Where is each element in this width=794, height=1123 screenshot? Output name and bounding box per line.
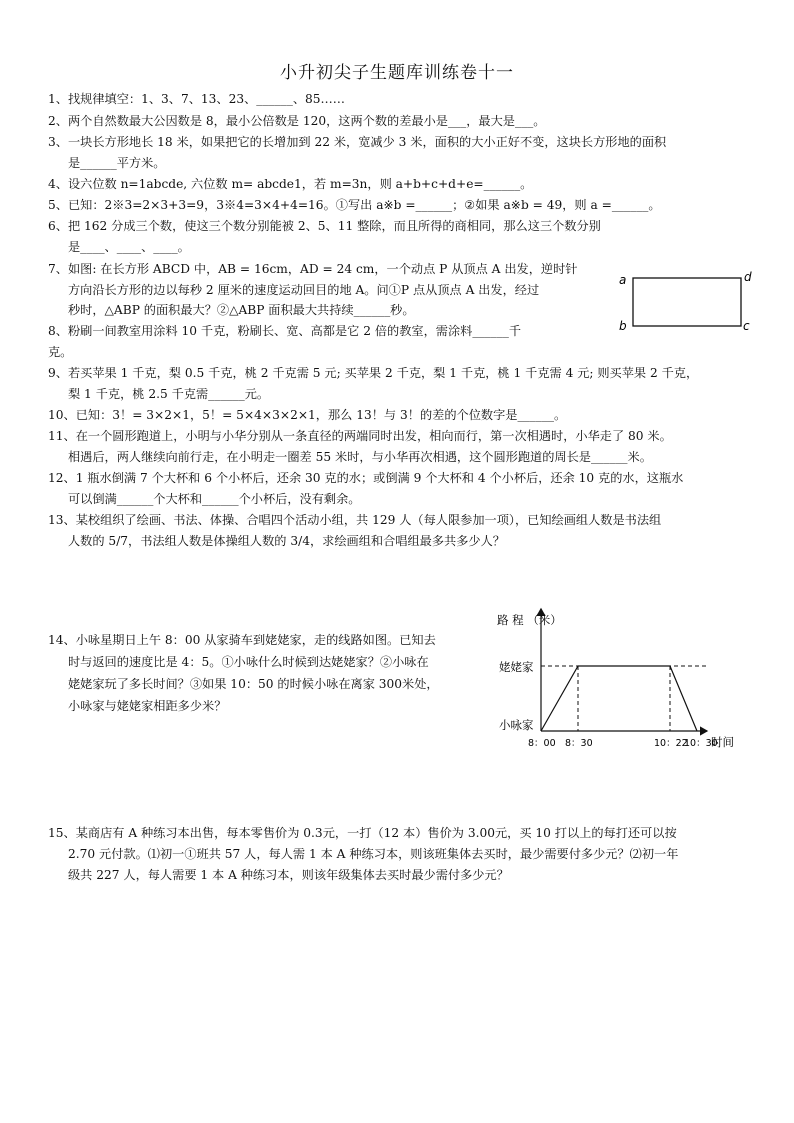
x-tick-label: 8：00 — [528, 738, 556, 749]
question-9-line-2: 梨 1 千克，桃 2.5 千克需______元。 — [68, 387, 270, 401]
question-4: 4、设六位数 n=1abcde, 六位数 m= abcde1，若 m=3n，则 a+b+c+d+e=______。 — [48, 177, 533, 191]
question-11-line-2: 相遇后，两人继续向前行走，在小明走一圈差 55 米时，与小华再次相遇，这个圆形跑道的周长是______米。 — [68, 450, 652, 464]
question-14: 14、小咏星期日上午 8：00 从家骑车到姥姥家，走的线路如图。已知去 — [48, 633, 436, 647]
question-13: 13、某校组织了绘画、书法、体操、合唱四个活动小组，共 129 人（每人限参加一项），已知绘画组人数是书法组 — [48, 513, 662, 527]
rectangle-abcd — [633, 278, 741, 326]
question-2: 2、两个自然数最大公因数是 8，最小公倍数是 120，这两个数的差最小是___，最大是___。 — [48, 114, 546, 128]
question-15-line-2: 2.70 元付款。⑴初一①班共 57 人，每人需 1 本 A 种练习本，则该班集体去买时，最少需要付多少元？⑵初一年 — [68, 847, 679, 861]
question-9: 9、若买苹果 1 千克，梨 0.5 千克，桃 2 千克需 5 元; 买苹果 2 千克，梨 1 千克，桃 1 千克需 4 元; 则买苹果 2 千克， — [48, 366, 699, 380]
question-8: 8、粉刷一间教室用涂料 10 千克，粉刷长、宽、高都是它 2 倍的教室，需涂料______千 — [48, 324, 522, 338]
question-3-line-2: 是______平方米。 — [68, 156, 166, 170]
x-tick-labels — [528, 738, 718, 749]
x-tick-label: 8：30 — [565, 738, 593, 749]
question-12: 12、1 瓶水倒满 7 个大杯和 6 个小杯后，还余 30 克的水；或倒满 9 个大杯和 4 个小杯后，还余 10 克的水，这瓶水 — [48, 471, 684, 485]
vertex-label-a: a — [619, 273, 627, 287]
vertex-label-d: d — [744, 270, 752, 284]
guide-lines — [541, 666, 707, 731]
y-tick-destination: 姥姥家 — [499, 660, 534, 674]
question-14-line-3: 姥姥家玩了多长时间？③如果 10：50 的时候小咏在离家 300米处， — [68, 677, 439, 691]
y-axis-label: 路 程 （米） — [497, 613, 562, 627]
x-axis-label: 时间 — [711, 735, 734, 749]
question-7-line-3: 秒时，△ABP 的面积最大？②△ABP 面积最大共持续______秒。 — [68, 303, 415, 317]
question-8-line-2: 克。 — [48, 345, 73, 359]
vertex-label-c: c — [743, 319, 750, 333]
question-3: 3、一块长方形地长 18 米，如果把它的长增加到 22 米，宽减少 3 米，面积的大小正好不变，这块长方形地的面积 — [48, 135, 667, 149]
vertex-label-b: b — [619, 319, 627, 333]
question-1: 1、找规律填空：1、3、7、13、23、______、85…… — [48, 92, 345, 106]
question-15: 15、某商店有 A 种练习本出售，每本零售价为 0.3元，一打（12 本）售价为 3.00元，买 10 打以上的每打还可以按 — [48, 826, 677, 840]
question-6: 6、把 162 分成三个数，使这三个数分别能被 2、5、11 整除，而且所得的商相同，那么这三个数分别 — [48, 219, 601, 233]
question-6-line-2: 是____、____、____。 — [68, 240, 190, 254]
y-tick-home: 小咏家 — [499, 718, 534, 732]
question-14-line-4: 小咏家与姥姥家相距多少米？ — [68, 699, 227, 713]
question-12-line-2: 可以倒满______个大杯和______个小杯后，没有剩余。 — [68, 492, 361, 506]
question-11: 11、在一个圆形跑道上，小明与小华分别从一条直径的两端同时出发，相向而行，第一次相遇时，小华走了 80 米。 — [48, 429, 672, 443]
x-tick-label: 10：22 — [654, 738, 688, 749]
question-7-line-2: 方向沿长方形的边以每秒 2 厘米的速度运动回目的地 A。问①P 点从顶点 A 出发，经过 — [68, 283, 540, 297]
question-10: 10、已知：3！= 3×2×1，5！= 5×4×3×2×1，那么 13！与 3！的差的个位数字是______。 — [48, 408, 567, 422]
route-line — [541, 666, 697, 731]
question-14-line-2: 时与返回的速度比是 4：5。①小咏什么时候到达姥姥家？②小咏在 — [68, 655, 429, 669]
question-5: 5、已知：2※3=2×3+3=9，3※4=3×4+4=16。①写出 a※b =______；②如果 a※b = 49，则 a =______。 — [48, 198, 661, 212]
question-13-line-2: 人数的 5/7，书法组人数是体操组人数的 3/4，求绘画组和合唱组最多共多少人？ — [68, 534, 505, 548]
question-15-line-3: 级共 227 人，每人需要 1 本 A 种练习本，则该年级集体去买时最少需付多少元？ — [68, 868, 509, 882]
question-7: 7、如图: 在长方形 ABCD 中，AB = 16cm，AD = 24 cm，一个动点 P 从顶点 A 出发，逆时针 — [48, 262, 578, 276]
page-title: 小升初尖子生题库训练卷十一 — [280, 63, 514, 83]
x-tick-label: 10：30 — [684, 738, 718, 749]
